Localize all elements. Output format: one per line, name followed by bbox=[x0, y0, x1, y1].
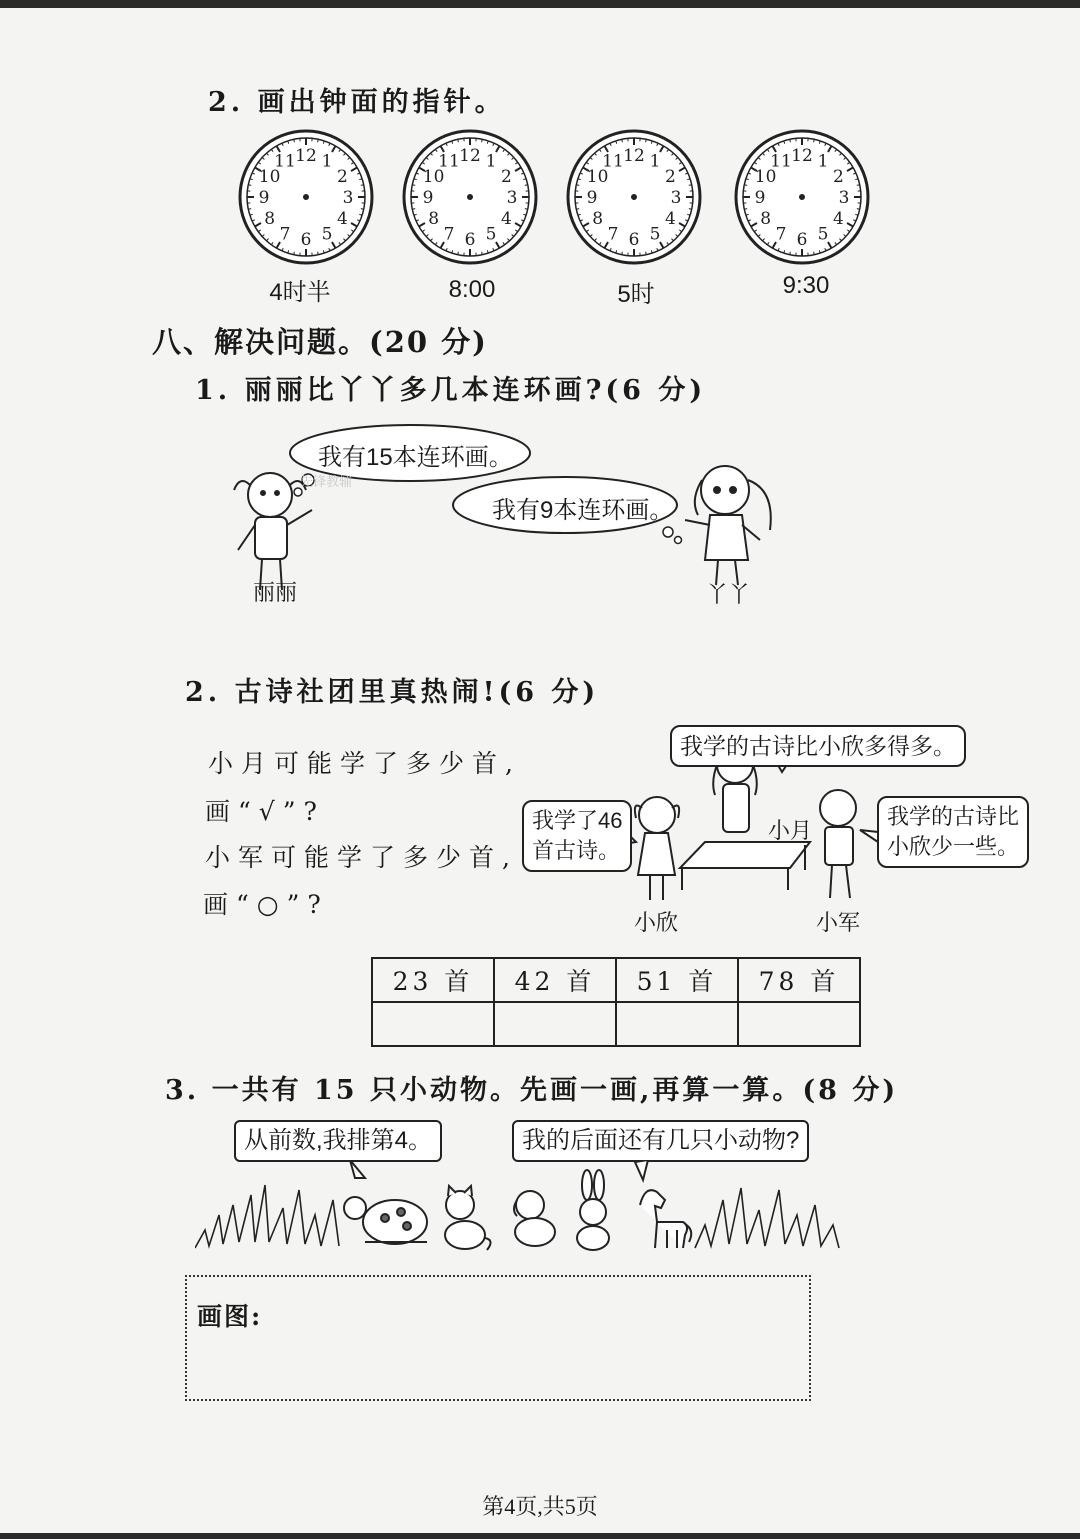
bubble-xiaoxin-line-2: 首古诗。 bbox=[532, 838, 621, 863]
name-xiaojun: 小军 bbox=[816, 910, 861, 935]
choice-cell: 23 首 bbox=[372, 958, 494, 1002]
clock-tick bbox=[318, 139, 319, 142]
clock-number: 3 bbox=[506, 188, 518, 208]
bubble-xiaojun bbox=[877, 796, 1029, 868]
clock-number: 9 bbox=[586, 188, 598, 208]
clock-number: 7 bbox=[607, 224, 619, 245]
clock-number: 2 bbox=[336, 167, 348, 187]
clock-tick bbox=[318, 252, 319, 255]
name-yaya: 丫丫 bbox=[706, 582, 751, 607]
dog-icon bbox=[514, 1191, 555, 1246]
clock-number: 7 bbox=[279, 224, 291, 245]
choice-cell: 78 首 bbox=[738, 958, 860, 1002]
clock-tick bbox=[248, 185, 251, 186]
clock-number: 4 bbox=[500, 209, 512, 229]
clock-tick bbox=[814, 252, 815, 255]
clock-number: 10 bbox=[586, 167, 609, 187]
clock-number: 11 bbox=[602, 151, 624, 172]
animals-row bbox=[195, 1160, 845, 1260]
clock-number: 12 bbox=[295, 146, 317, 166]
q2-line-2: 画“√”? bbox=[205, 797, 325, 826]
clock-number: 11 bbox=[274, 151, 296, 172]
clock-tick bbox=[482, 252, 483, 255]
bubble-xiaojun-line-1: 我学的古诗比 bbox=[887, 804, 1020, 829]
clock-face[interactable] bbox=[736, 131, 868, 263]
clock-number: 2 bbox=[664, 167, 676, 187]
clock-tick bbox=[576, 185, 579, 186]
clock-number: 1 bbox=[649, 151, 661, 172]
clock-label-4: 9:30 bbox=[782, 272, 830, 299]
clock-tick bbox=[361, 185, 364, 186]
bubble-lili-label: 我有15本连环画。 bbox=[318, 444, 513, 471]
answer-cell[interactable] bbox=[494, 1002, 616, 1046]
clock-face[interactable] bbox=[404, 131, 536, 263]
girl-yaya-figure bbox=[685, 466, 771, 585]
clock-number: 1 bbox=[485, 151, 497, 172]
girl-xiaoxin-figure bbox=[635, 797, 679, 900]
clock-number: 12 bbox=[623, 146, 645, 166]
q3-title: 3. 一共有 15 只小动物。先画一画,再算一算。(8 分) bbox=[165, 1075, 899, 1106]
clock-faces bbox=[230, 125, 890, 275]
clock-number: 8 bbox=[264, 209, 276, 229]
clock-tick bbox=[248, 209, 251, 210]
clock-number: 1 bbox=[321, 151, 333, 172]
boy-xiaojun-figure bbox=[820, 790, 856, 898]
grass-right-icon bbox=[695, 1188, 839, 1248]
clock-number: 10 bbox=[754, 167, 777, 187]
choices-table bbox=[371, 957, 861, 1047]
clock-number: 6 bbox=[464, 230, 476, 250]
clock-number: 5 bbox=[817, 224, 829, 245]
clock-center-dot bbox=[303, 194, 309, 200]
clock-number: 9 bbox=[754, 188, 766, 208]
clock-number: 5 bbox=[649, 224, 661, 245]
clock-number: 6 bbox=[628, 230, 640, 250]
clock-tick bbox=[525, 185, 528, 186]
clock-number: 4 bbox=[664, 209, 676, 229]
clock-number: 12 bbox=[791, 146, 813, 166]
clock-number: 10 bbox=[422, 167, 445, 187]
name-xiaoyue: 小月 bbox=[768, 818, 813, 843]
clock-tick bbox=[646, 139, 647, 142]
q1-title: 1. 丽丽比丫丫多几本连环画?(6 分) bbox=[195, 375, 707, 406]
clock-number: 3 bbox=[342, 188, 354, 208]
bubble-xiaoyue: 我学的古诗比小欣多得多。 bbox=[670, 725, 966, 767]
answer-cell[interactable] bbox=[372, 1002, 494, 1046]
clock-tick bbox=[622, 139, 623, 142]
choice-cell: 42 首 bbox=[494, 958, 616, 1002]
clock-tick bbox=[790, 252, 791, 255]
clock-tick bbox=[689, 185, 692, 186]
clock-tick bbox=[744, 209, 747, 210]
clock-tick bbox=[857, 185, 860, 186]
clock-tick bbox=[857, 209, 860, 210]
draw-label: 画图: bbox=[197, 1302, 263, 1331]
bottom-border bbox=[0, 1533, 1080, 1539]
name-lili: 丽丽 bbox=[253, 580, 298, 605]
clock-tick bbox=[814, 139, 815, 142]
clock-tick bbox=[294, 139, 295, 142]
clock-number: 2 bbox=[500, 167, 512, 187]
clock-center-dot bbox=[631, 194, 637, 200]
clock-number: 8 bbox=[592, 209, 604, 229]
cat-icon bbox=[445, 1186, 491, 1250]
clock-number: 11 bbox=[770, 151, 792, 172]
answer-cell[interactable] bbox=[616, 1002, 738, 1046]
clock-tick bbox=[412, 185, 415, 186]
clock-number: 9 bbox=[258, 188, 270, 208]
name-xiaoxin: 小欣 bbox=[634, 910, 679, 935]
clock-question-title: 2. 画出钟面的指针。 bbox=[208, 87, 506, 118]
clock-face[interactable] bbox=[568, 131, 700, 263]
clock-number: 6 bbox=[300, 230, 312, 250]
clock-number: 3 bbox=[670, 188, 682, 208]
bubble-horse: 我的后面还有几只小动物? bbox=[512, 1120, 809, 1162]
q2-line-4: 画“○”? bbox=[203, 890, 329, 919]
clock-tick bbox=[412, 209, 415, 210]
clock-number: 4 bbox=[336, 209, 348, 229]
clock-number: 7 bbox=[443, 224, 455, 245]
page-number: 第4页,共5页 bbox=[482, 1494, 598, 1519]
answer-row bbox=[372, 1002, 860, 1046]
clock-tick bbox=[361, 209, 364, 210]
bubble-xiaoxin bbox=[522, 800, 632, 872]
clock-tick bbox=[294, 252, 295, 255]
clock-face[interactable] bbox=[240, 131, 372, 263]
clock-number: 5 bbox=[485, 224, 497, 245]
bubble-yaya-label: 我有9本连环画。 bbox=[492, 497, 674, 524]
clock-label-2: 8:00 bbox=[448, 276, 496, 303]
bubble-tail-turtle bbox=[350, 1160, 365, 1178]
watermark: 先锋教辅 bbox=[300, 474, 353, 489]
choice-cell: 51 首 bbox=[616, 958, 738, 1002]
clock-number: 2 bbox=[832, 167, 844, 187]
horse-icon bbox=[640, 1190, 691, 1248]
grass-left-icon bbox=[195, 1185, 339, 1248]
clock-number: 11 bbox=[438, 151, 460, 172]
clock-number: 8 bbox=[428, 209, 440, 229]
q2-line-3: 小军可能学了多少首, bbox=[205, 843, 518, 872]
clock-number: 6 bbox=[796, 230, 808, 250]
answer-cell[interactable] bbox=[738, 1002, 860, 1046]
clock-center-dot bbox=[467, 194, 473, 200]
clock-tick bbox=[646, 252, 647, 255]
clock-number: 10 bbox=[258, 167, 281, 187]
clock-number: 8 bbox=[760, 209, 772, 229]
clock-number: 3 bbox=[838, 188, 850, 208]
clock-tick bbox=[622, 252, 623, 255]
clock-tick bbox=[482, 139, 483, 142]
bubble-xiaojun-line-2: 小欣少一些。 bbox=[887, 834, 1020, 859]
q2-title: 2. 古诗社团里真热闹!(6 分) bbox=[185, 677, 600, 708]
clock-number: 9 bbox=[422, 188, 434, 208]
drawing-area[interactable] bbox=[185, 1275, 811, 1401]
clock-tick bbox=[790, 139, 791, 142]
clock-number: 12 bbox=[459, 146, 481, 166]
section-title: 八、解决问题。(20 分) bbox=[152, 325, 488, 359]
clock-tick bbox=[458, 139, 459, 142]
clock-number: 4 bbox=[832, 209, 844, 229]
q2-line-1: 小月可能学了多少首, bbox=[208, 749, 521, 778]
table-figure bbox=[680, 842, 810, 890]
clock-tick bbox=[576, 209, 579, 210]
clock-label-3: 5时 bbox=[617, 281, 655, 308]
bubble-xiaoxin-line-1: 我学了46 bbox=[532, 808, 623, 833]
clock-number: 1 bbox=[817, 151, 829, 172]
turtle-icon bbox=[344, 1197, 427, 1244]
clock-number: 7 bbox=[775, 224, 787, 245]
rabbit-icon bbox=[577, 1170, 609, 1250]
clock-tick bbox=[458, 252, 459, 255]
clock-number: 5 bbox=[321, 224, 333, 245]
bubble-tail-horse bbox=[635, 1160, 648, 1180]
bubble-tail-xiaojun bbox=[860, 830, 878, 842]
bubble-turtle: 从前数,我排第4。 bbox=[234, 1120, 442, 1162]
choices-header-row bbox=[372, 958, 860, 1002]
clock-tick bbox=[689, 209, 692, 210]
clock-tick bbox=[744, 185, 747, 186]
clock-center-dot bbox=[799, 194, 805, 200]
clock-label-1: 4时半 bbox=[269, 279, 331, 306]
top-border bbox=[0, 0, 1080, 8]
clock-tick bbox=[525, 209, 528, 210]
